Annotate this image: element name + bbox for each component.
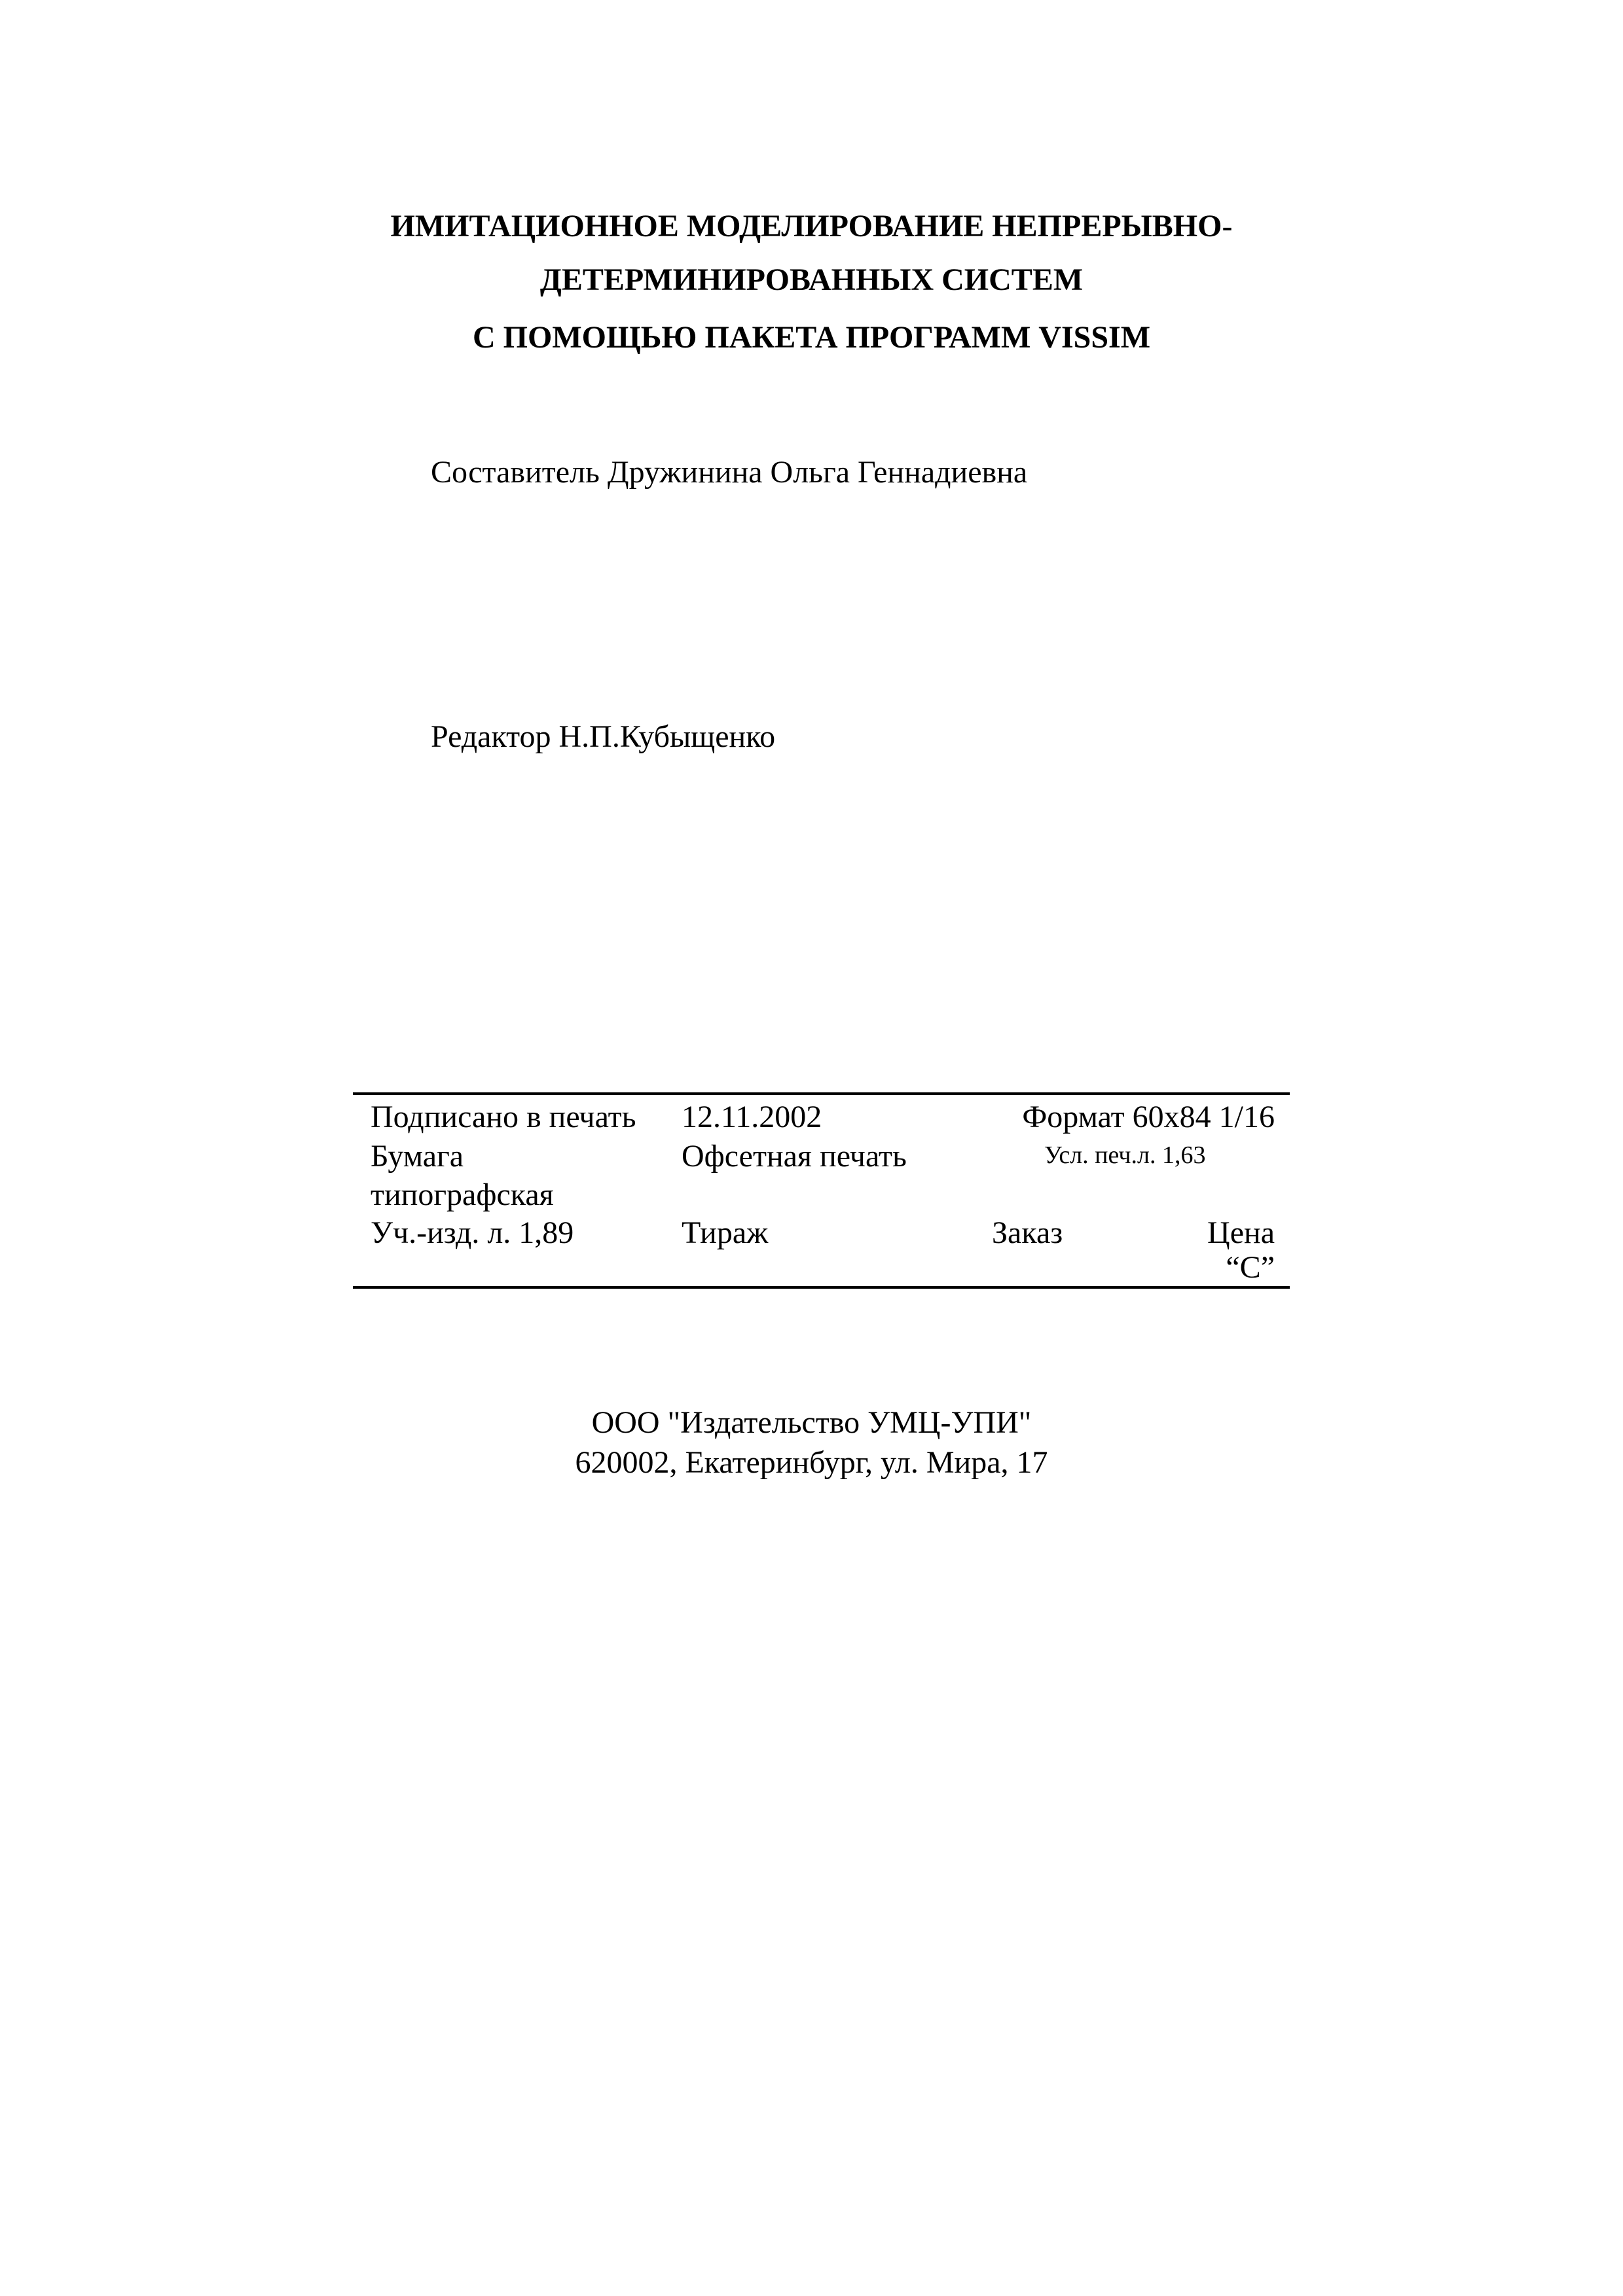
- print-type: Офсетная печать: [682, 1139, 907, 1174]
- imprint-top-rule: [353, 1092, 1290, 1095]
- circulation-label: Тираж: [682, 1215, 769, 1250]
- order-label: Заказ: [992, 1215, 1063, 1250]
- title-line-2: ДЕТЕРМИНИРОВАННЫХ СИСТЕМ: [539, 262, 1084, 297]
- publisher-address: 620002, Екатеринбург, ул. Мира, 17: [575, 1445, 1048, 1480]
- format-value: Формат 60x84 1/16: [1022, 1100, 1275, 1134]
- signed-label: Подписано в печать: [371, 1100, 636, 1134]
- publisher-sheets: Уч.-изд. л. 1,89: [371, 1215, 574, 1250]
- price-value: “C”: [1226, 1250, 1275, 1285]
- imprint-bottom-rule: [353, 1286, 1290, 1289]
- price-label: Цена: [1207, 1215, 1275, 1250]
- publisher-name: ООО "Издательство УМЦ-УПИ": [591, 1405, 1032, 1440]
- paper-label-line-2: типографская: [371, 1177, 554, 1212]
- signed-date: 12.11.2002: [682, 1100, 822, 1134]
- editor-line: Редактор Н.П.Кубыщенко: [431, 719, 776, 754]
- title-line-3: С ПОМОЩЬЮ ПАКЕТА ПРОГРАММ VISSIM: [473, 320, 1150, 355]
- paper-label-line-1: Бумага: [371, 1139, 464, 1174]
- printed-sheets: Усл. печ.л. 1,63: [1044, 1141, 1206, 1169]
- compiler-line: Составитель Дружинина Ольга Геннадиевна: [431, 455, 1028, 490]
- title-line-1: ИМИТАЦИОННОЕ МОДЕЛИРОВАНИЕ НЕПРЕРЫВНО-: [390, 209, 1233, 243]
